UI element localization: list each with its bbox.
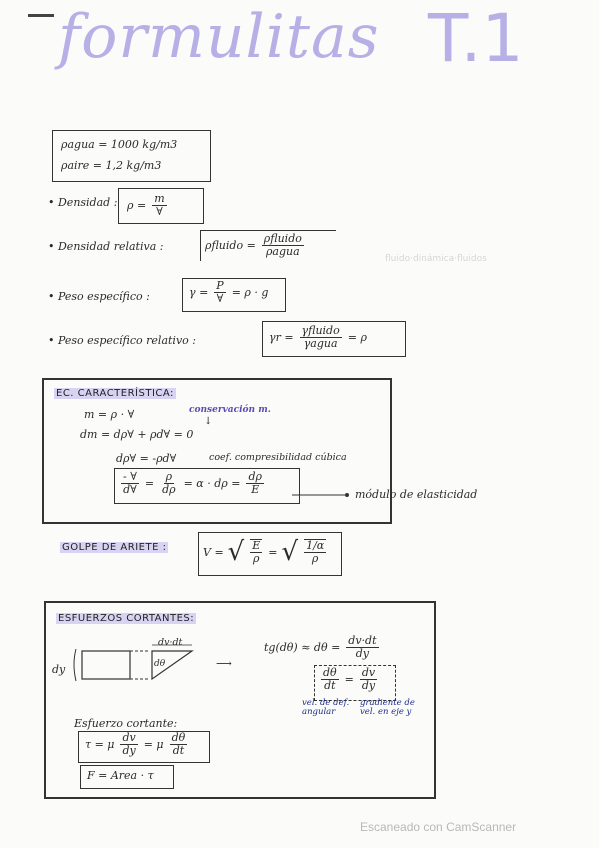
esfuerzos-cortantes-box: [44, 601, 436, 799]
ec-eq2: = α · dρ =: [183, 476, 241, 490]
densidad-relativa-lhs: ρfluido =: [205, 238, 256, 252]
golpe-num2: 1/α: [306, 539, 325, 553]
golpe-eq: =: [268, 545, 278, 559]
esfuerzos-heading: ESFUERZOS CORTANTES:: [58, 613, 195, 624]
golpe-den1: ρ: [253, 552, 260, 565]
densidad-label: • Densidad :: [48, 196, 118, 209]
ec-heading: EC. CARACTERÍSTICA:: [56, 388, 174, 399]
ec-frac3-num: dρ: [248, 470, 262, 483]
ec-eq1: =: [144, 476, 155, 490]
modulo-arrow-icon: [290, 485, 350, 505]
scan-mark: [28, 14, 54, 17]
air-density: ρaire = 1,2 kg/m3: [61, 159, 162, 172]
force-formula: F = Area · τ: [87, 769, 154, 782]
golpe-ariete-box: [198, 532, 342, 576]
coef-compresibilidad-note: coef. compresibilidad cúbica: [209, 452, 347, 463]
densidad-num: m: [154, 192, 165, 205]
golpe-num1: E: [252, 539, 261, 553]
peso-especifico-box: [182, 278, 286, 312]
gradiente-vel-note: gradiente de vel. en eje y: [360, 698, 415, 718]
golpe-v: V =: [203, 545, 224, 559]
rate-equivalence-box: $\frac{d\theta}{dt}$ = $\frac{dv}{dy}$: [314, 665, 396, 701]
dv-dt-label: dv·dt: [158, 637, 183, 648]
dy-label: dy: [52, 663, 66, 676]
golpe-den2: ρ: [311, 552, 319, 565]
right-arrow-icon: ⟶: [216, 657, 232, 670]
densidad-den: ∀: [156, 204, 163, 218]
faint-bleed-text: fluido·dinámica·fluidos: [385, 254, 487, 264]
ec-frac1-num: - ∀: [123, 470, 137, 483]
ec-line3: dρ∀ = -ρd∀: [116, 452, 177, 465]
tau-formula-box: [78, 731, 210, 763]
peso-especifico-eq2: = ρ · g: [231, 285, 269, 299]
tg-num: dv·dt: [348, 634, 377, 647]
rate-den1: dt: [324, 678, 336, 692]
densidad-relativa-num: ρfluido: [263, 232, 302, 245]
peso-relativo-lhs: γr =: [269, 330, 294, 344]
peso-especifico-eq1: γ =: [189, 285, 209, 299]
vel-def-angular-note: vel. de def. angular: [302, 698, 350, 718]
ec-line2: dm = dρ∀ + ρd∀ = 0: [80, 428, 194, 441]
densidad-lhs: ρ =: [127, 198, 147, 212]
peso-relativo-box: [262, 321, 406, 357]
tg-expression: tg(dθ) ≈ dθ =: [264, 640, 341, 654]
esfuerzo-cortante-sublabel: Esfuerzo cortante:: [74, 717, 178, 730]
ec-frac2-num: ρ: [165, 470, 173, 483]
ec-frac2-den: dρ: [162, 482, 176, 496]
arrow-down-icon: ↓: [204, 416, 213, 427]
peso-especifico-den: ∀: [216, 291, 224, 305]
ec-line1: m = ρ · ∀: [84, 408, 135, 421]
ec-frac3-den: E: [251, 482, 260, 496]
peso-especifico-num: P: [216, 279, 224, 292]
sqrt-icon-2: √: [281, 537, 299, 567]
densidad-relativa-label: • Densidad relativa :: [48, 240, 164, 253]
rate-num2: dv: [361, 666, 376, 679]
peso-relativo-rhs: = ρ: [347, 330, 367, 344]
page-title: formulitas: [58, 2, 380, 72]
tau-mid: = μ: [143, 737, 164, 751]
reference-values-box: [52, 130, 211, 182]
rate-den2: dy: [361, 678, 376, 692]
densidad-relativa-den: ρagua: [265, 244, 300, 258]
page-title-number: T.1: [428, 0, 524, 77]
tau-den1: dy: [122, 743, 136, 757]
tau-num1: dv: [122, 731, 136, 744]
force-formula-box: [80, 765, 174, 789]
rate-num1: dθ: [323, 666, 337, 679]
peso-especifico-label: • Peso específico :: [48, 290, 150, 303]
modulo-elasticidad-note: módulo de elasticidad: [355, 488, 478, 501]
tau-lhs: τ = μ: [85, 737, 115, 751]
peso-relativo-num: γfluido: [301, 324, 340, 337]
tau-num2: dθ: [171, 731, 186, 744]
ec-boxed-formula: [114, 468, 300, 504]
sqrt-icon: √: [227, 537, 245, 567]
peso-relativo-den: γagua: [303, 336, 338, 350]
conservacion-annotation: conservación m.: [189, 405, 271, 415]
scanner-watermark: Escaneado con CamScanner: [360, 820, 517, 834]
densidad-formula-box: [118, 188, 204, 224]
tg-den: dy: [355, 646, 370, 660]
water-density: ρagua = 1000 kg/m3: [61, 138, 178, 151]
dtheta-label: dθ: [154, 659, 166, 669]
peso-relativo-label: • Peso específico relativo :: [48, 334, 196, 347]
golpe-ariete-label: GOLPE DE ARIETE :: [62, 542, 167, 553]
densidad-relativa-box: [200, 230, 336, 261]
tau-den2: dt: [172, 743, 185, 757]
ec-frac1-den: d∀: [123, 482, 137, 496]
